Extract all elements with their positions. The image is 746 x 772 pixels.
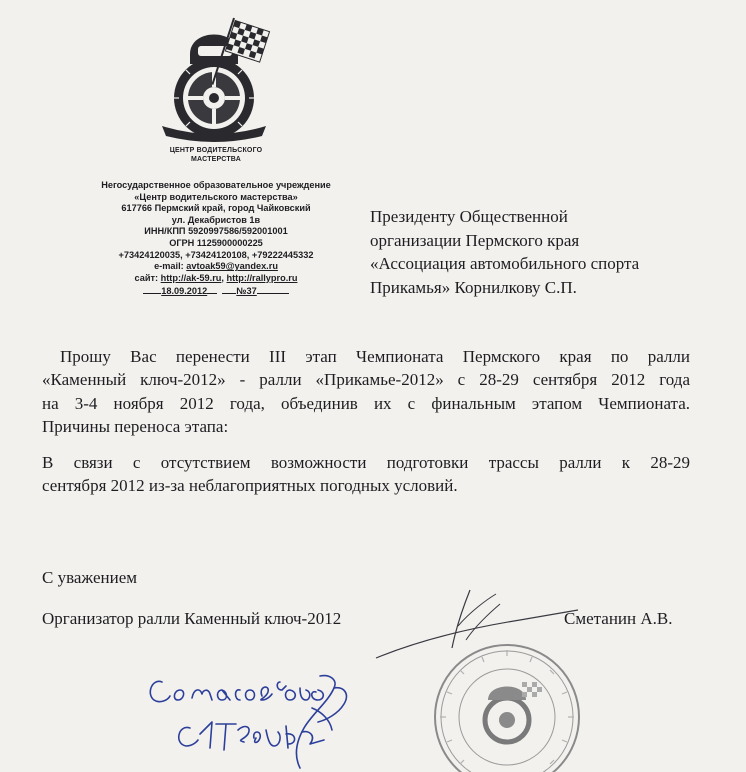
sender-requisites [62,180,370,298]
letter-date: 18.09.2012 [161,286,208,297]
blank-line [257,284,289,294]
seal-stamp [432,642,582,772]
logo-emblem [152,14,280,144]
recipient-line: Прикамья» Корнилкову С.П. [370,277,577,297]
logo-caption-line: ЦЕНТР ВОДИТЕЛЬСКОГО [169,147,263,154]
recipient-block [370,205,730,299]
sender-line: ИНН/КПП 5920997586/592001001 [144,226,288,237]
registration-line [62,284,370,298]
sender-email-line [62,261,370,273]
site-label: сайт: [134,272,161,283]
site-separator: , [221,272,227,283]
sender-line: ул. Декабристов 1в [171,214,261,225]
approval-signature [260,668,360,772]
sender-line: Негосударственное образовательное учреждение [101,180,331,190]
recipient-line: «Ассоциация автомобильного спорта [370,254,640,273]
logo-caption-line: МАСТЕРСТВА [191,156,241,163]
sender-line: ОГРН 1125900000225 [169,237,263,248]
site-link-2[interactable]: http://rallypro.ru [226,272,298,283]
body-line: В связи с отсутствием возможности подготовки трассы ралли к 28-29 [42,453,690,473]
email-link[interactable]: avtoak59@yandex.ru [186,261,278,272]
blank-line [143,284,161,294]
reason-paragraph [42,451,690,498]
letter-number: №37 [236,286,257,297]
blank-line [207,284,217,294]
email-label: e-mail: [154,261,187,272]
body-line: «Каменный ключ-2012» - ралли «Прикамье-2012» с 28-29 сентября 2012 года [42,370,690,390]
body-line: Прошу Вас перенести III этап Чемпионата Пермского края по ралли [60,347,690,366]
sender-line: «Центр водительского мастерства» [134,191,298,202]
logo-caption [150,146,282,164]
site-link-1[interactable]: http://ak-59.ru [160,272,222,283]
recipient-line: Президенту Общественной [370,207,568,226]
body-line: сентября 2012 из-за неблагоприятных погодных условий. [42,476,458,496]
blank-line [222,284,236,294]
recipient-line: организации Пермского края [370,230,580,250]
organizer-title: Организатор ралли Каменный ключ-2012 [42,609,342,628]
body-line: на 3-4 ноября 2012 года, объединив их с финальным этапом Чемпионата. [42,393,690,413]
sender-line: 617766 Пермский край, город Чайковский [121,203,311,214]
signer-name: Сметанин А.В. [564,609,673,628]
sender-site-line [62,273,370,285]
request-paragraph [42,345,690,438]
closing-phrase: С уважением [42,568,138,587]
body-line: Причины переноса этапа: [42,416,229,436]
letter-body [42,345,690,498]
sender-line: +73424120035, +73424120108, +79222445332 [118,249,314,260]
